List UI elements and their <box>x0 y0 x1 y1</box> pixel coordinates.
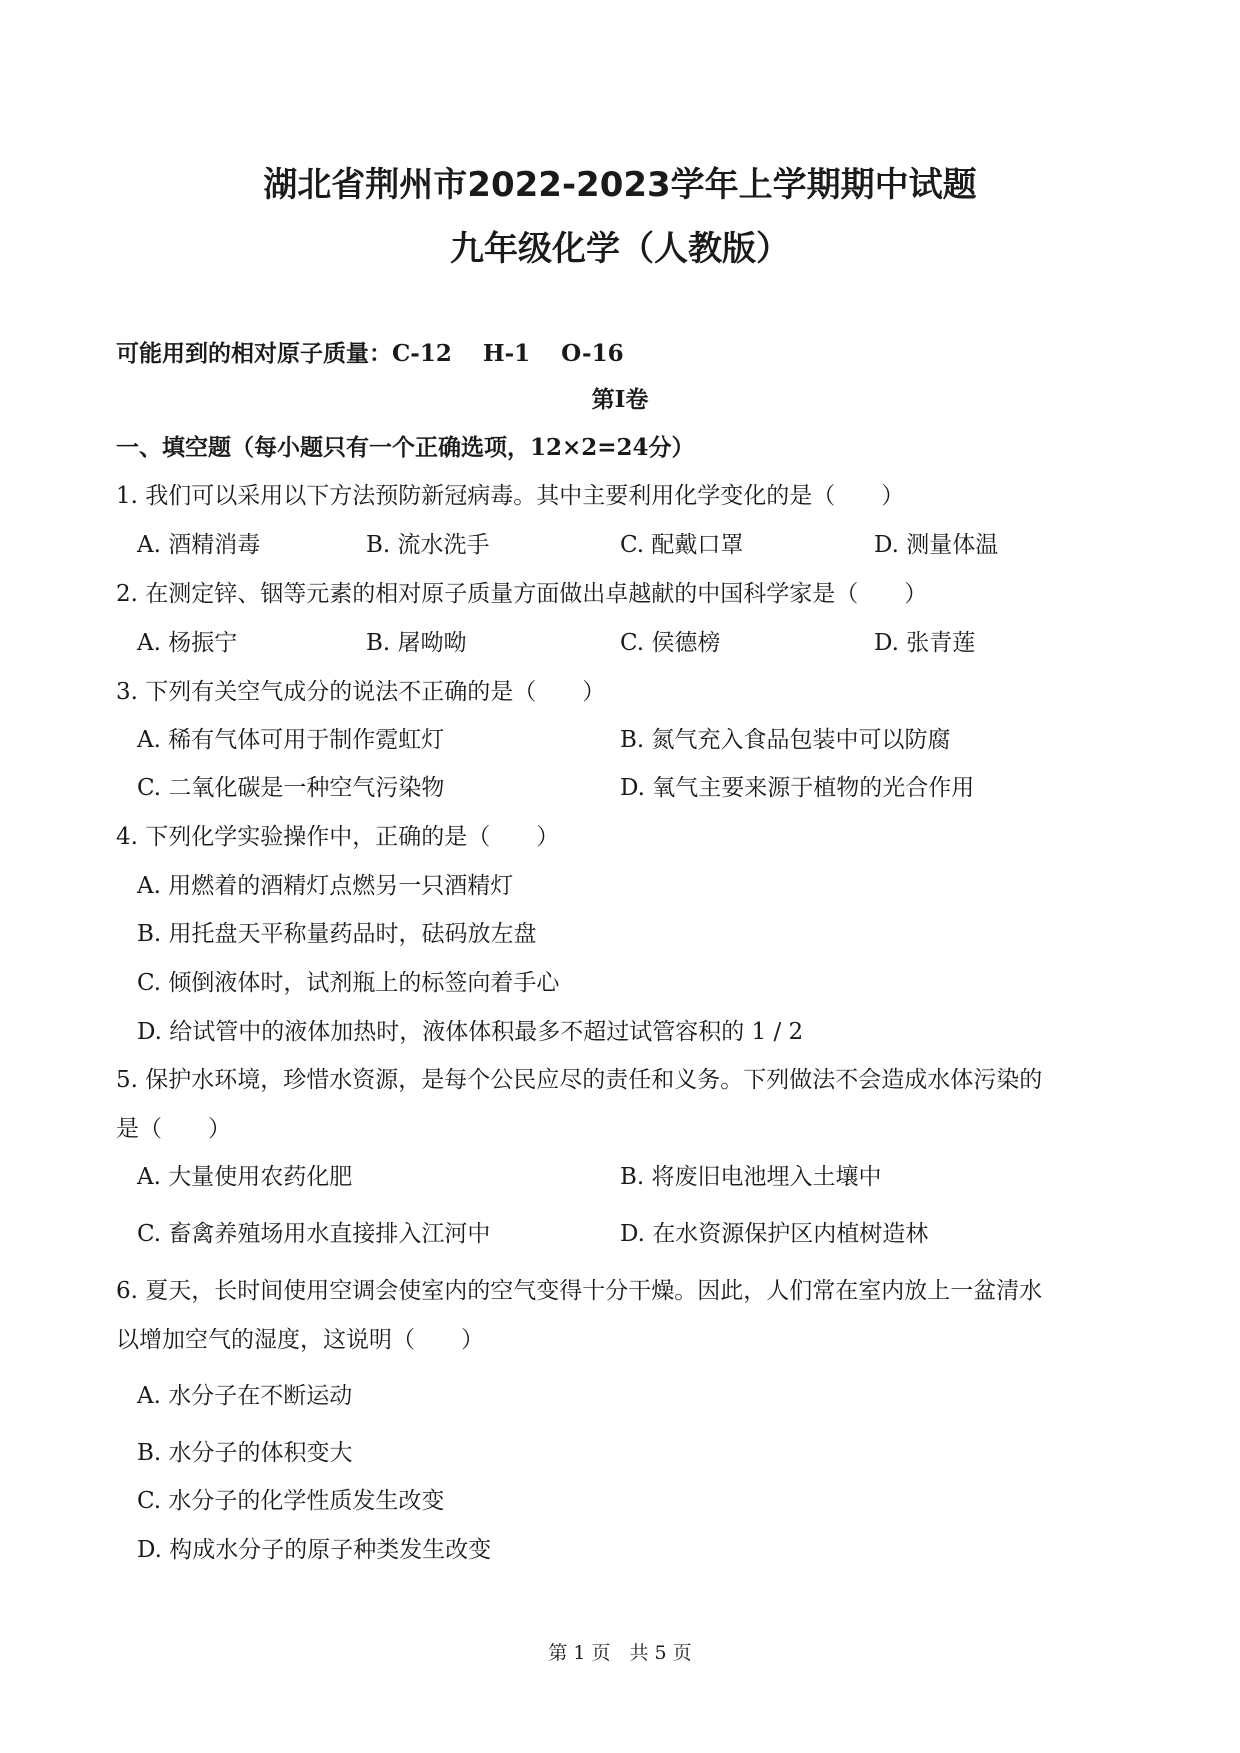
exam-subtitle: 九年级化学（人教版） <box>450 229 790 269</box>
atomic-mass-note: 可能用到的相对原子质量：C-12 H-1 O-16 <box>116 340 624 367</box>
question-4-option-d: D. 给试管中的液体加热时，液体体积最多不超过试管容积的 1 / 2 <box>137 1019 804 1045</box>
question-6-option-c: C. 水分子的化学性质发生改变 <box>137 1488 445 1514</box>
question-5-option-b: B. 将废旧电池埋入土壤中 <box>620 1164 882 1190</box>
question-4-option-a: A. 用燃着的酒精灯点燃另一只酒精灯 <box>137 873 514 899</box>
question-6-option-a: A. 水分子在不断运动 <box>137 1383 353 1409</box>
question-3-option-a: A. 稀有气体可用于制作霓虹灯 <box>137 727 445 753</box>
question-4-stem: 4. 下列化学实验操作中，正确的是（ ） <box>116 824 560 850</box>
question-1-stem: 1. 我们可以采用以下方法预防新冠病毒。其中主要利用化学变化的是（ ） <box>116 483 905 509</box>
question-2-option-a: A. 杨振宁 <box>137 630 238 656</box>
question-6-stem: 6. 夏天，长时间使用空调会使室内的空气变得十分干燥。因此，人们常在室内放上一盆清水 <box>116 1278 1043 1304</box>
question-3-stem: 3. 下列有关空气成分的说法不正确的是（ ） <box>116 679 606 705</box>
question-1-option-a: A. 酒精消毒 <box>137 532 261 558</box>
section-heading: 一、填空题（每小题只有一个正确选项，12×2=24分） <box>116 434 695 461</box>
question-3-option-b: B. 氮气充入食品包装中可以防腐 <box>620 727 951 753</box>
question-1-option-d: D. 测量体温 <box>874 532 999 558</box>
question-4-option-c: C. 倾倒液体时，试剂瓶上的标签向着手心 <box>137 970 560 996</box>
question-2-stem: 2. 在测定锌、铟等元素的相对原子质量方面做出卓越献的中国科学家是（ ） <box>116 581 928 607</box>
volume-label: 第Ⅰ卷 <box>591 386 649 413</box>
question-2-option-c: C. 侯德榜 <box>620 630 721 656</box>
question-6-option-b: B. 水分子的体积变大 <box>137 1440 353 1466</box>
question-1-option-b: B. 流水洗手 <box>366 532 490 558</box>
exam-title: 湖北省荆州市2022-2023学年上学期期中试题 <box>263 165 977 205</box>
question-5-option-c: C. 畜禽养殖场用水直接排入江河中 <box>137 1221 491 1247</box>
question-2-option-d: D. 张青莲 <box>874 630 976 656</box>
question-3-option-d: D. 氧气主要来源于植物的光合作用 <box>620 775 975 801</box>
page-footer: 第 1 页 共 5 页 <box>548 1642 692 1664</box>
question-5-stem: 5. 保护水环境，珍惜水资源，是每个公民应尽的责任和义务。下列做法不会造成水体污染的 <box>116 1067 1043 1093</box>
question-6-option-d: D. 构成水分子的原子种类发生改变 <box>137 1537 492 1563</box>
question-5-option-a: A. 大量使用农药化肥 <box>137 1164 353 1190</box>
question-4-option-b: B. 用托盘天平称量药品时，砝码放左盘 <box>137 921 537 947</box>
question-6-stem-cont: 以增加空气的湿度，这说明（ ） <box>116 1327 484 1353</box>
question-1-option-c: C. 配戴口罩 <box>620 532 744 558</box>
question-3-option-c: C. 二氧化碳是一种空气污染物 <box>137 775 445 801</box>
question-5-stem-cont: 是（ ） <box>116 1116 231 1142</box>
question-5-option-d: D. 在水资源保护区内植树造林 <box>620 1221 929 1247</box>
question-2-option-b: B. 屠呦呦 <box>366 630 467 656</box>
